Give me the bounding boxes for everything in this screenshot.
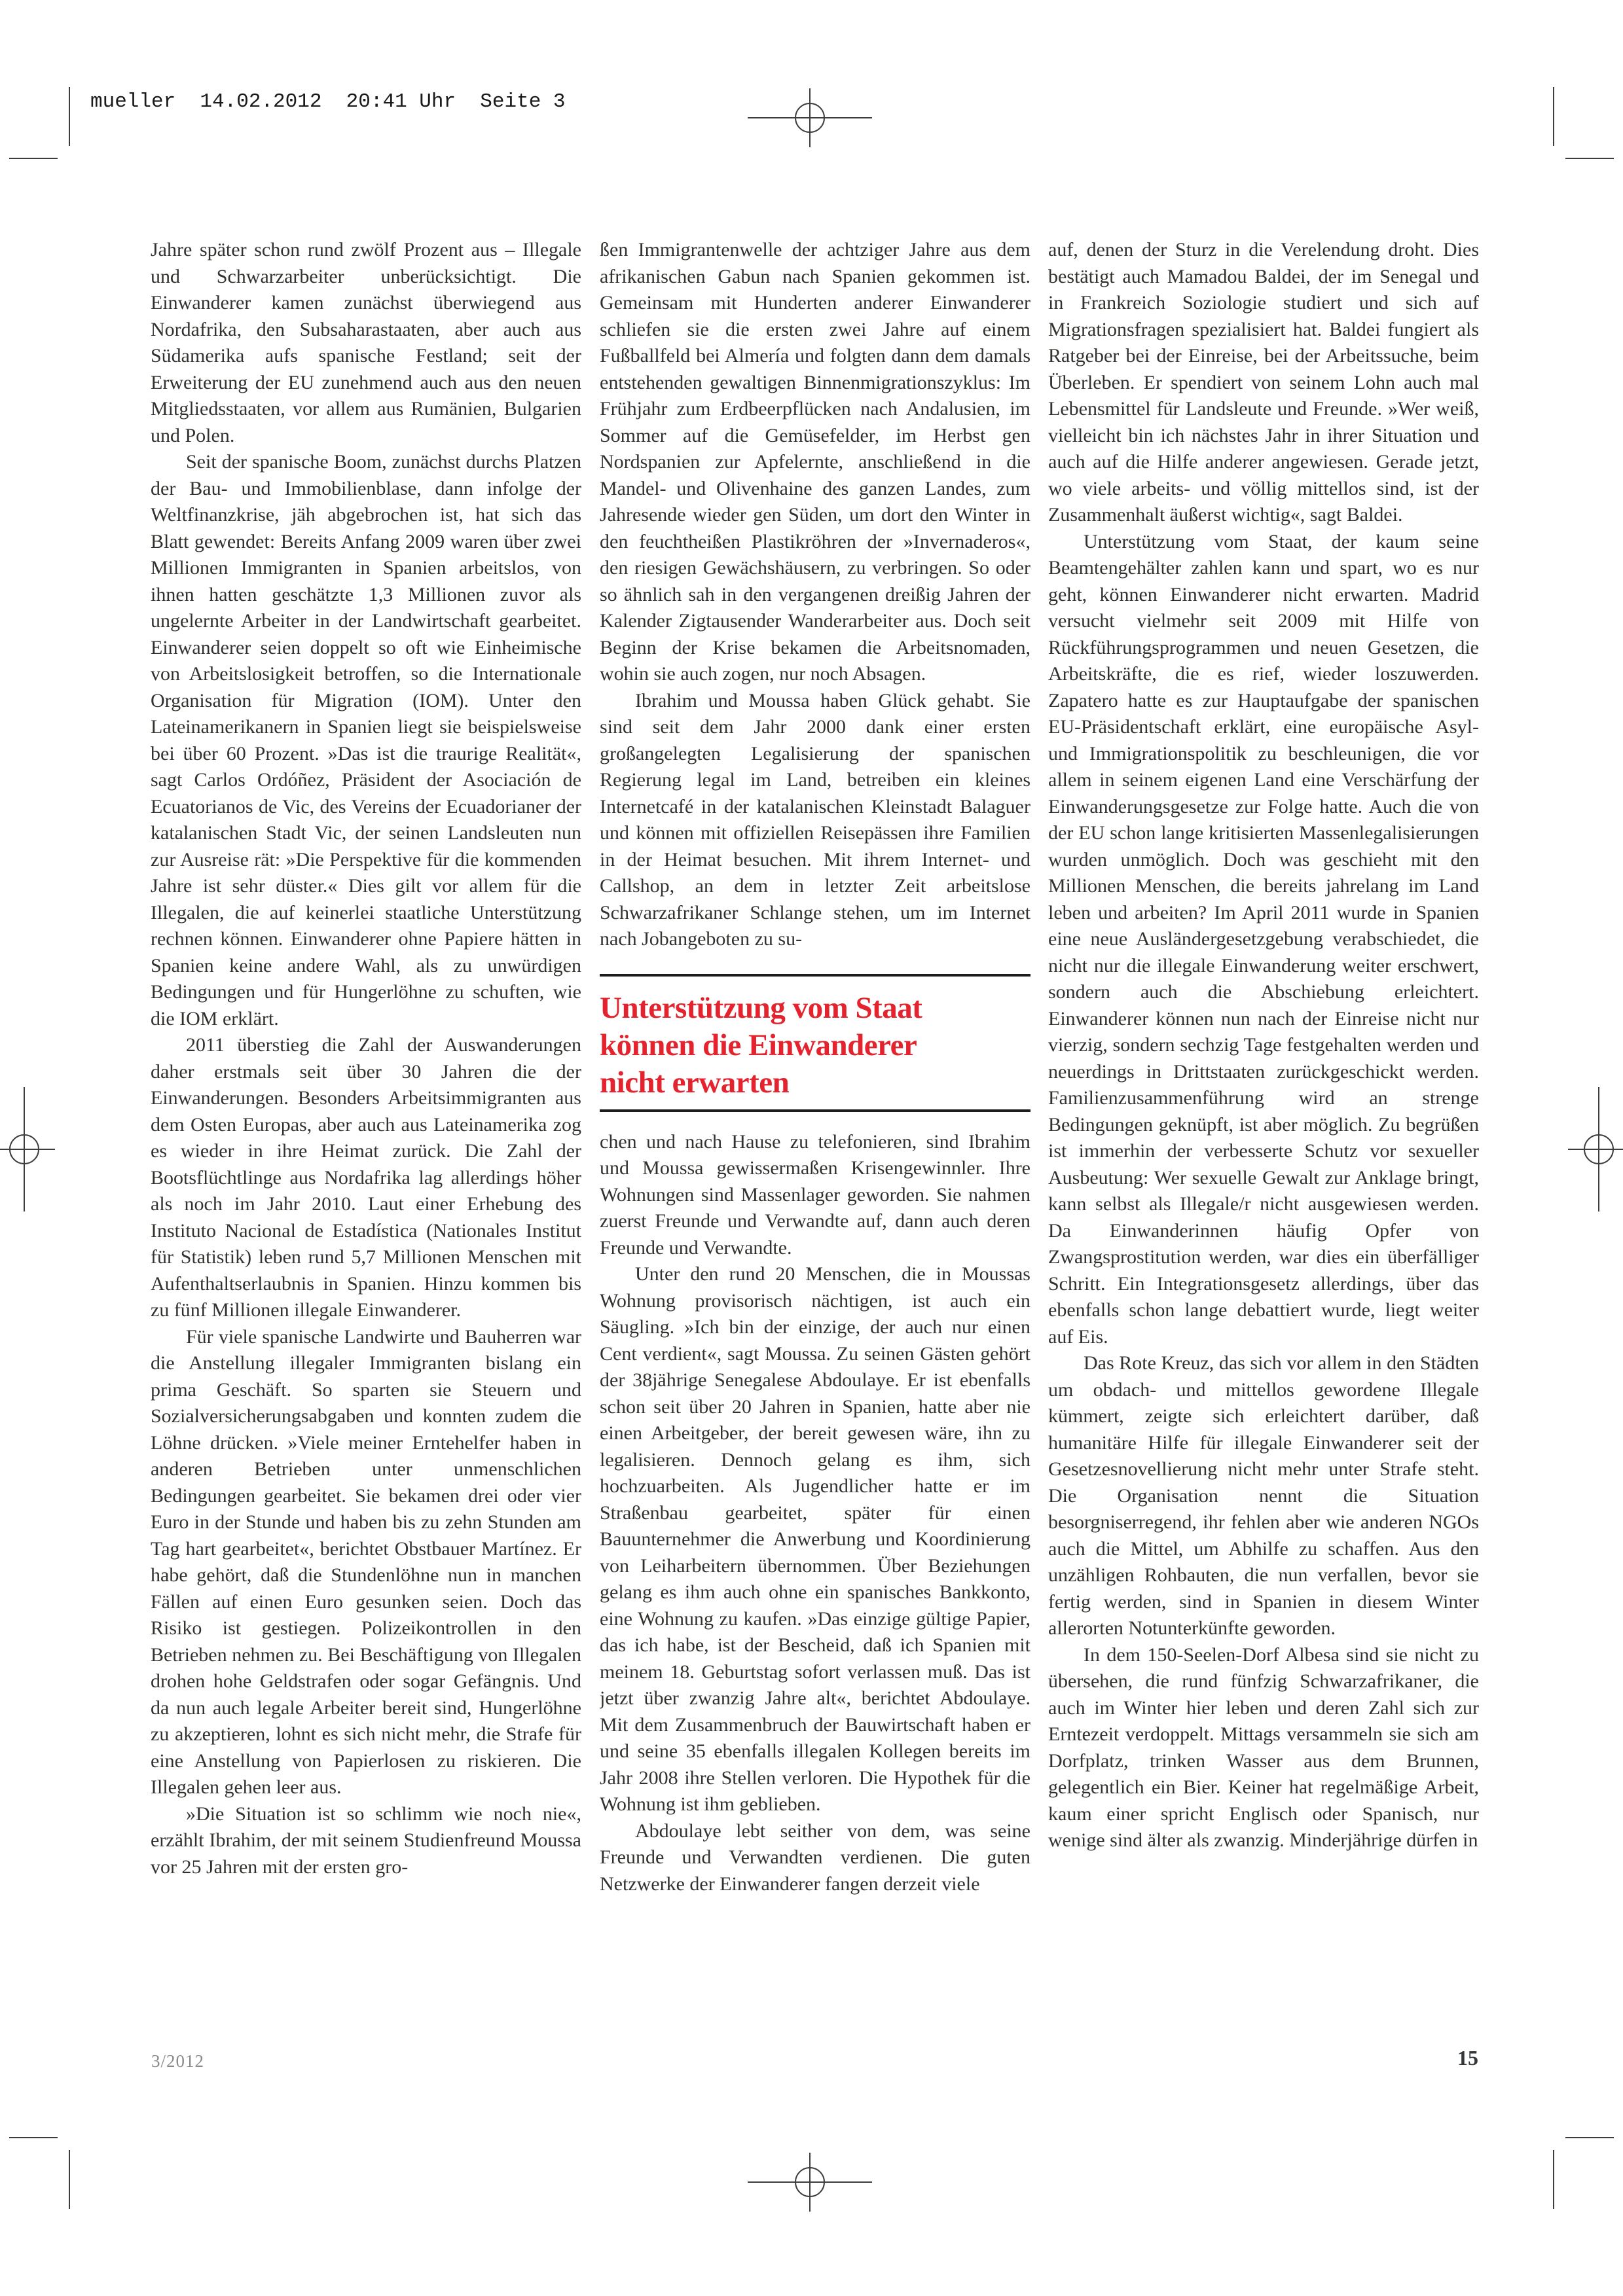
body-paragraph: Unterstützung vom Staat, der kaum seine Beamtengehälter zahlen kann und spart, wo es nur geht, können Einwanderer nicht erwarten. Madrid versucht vielmehr seit 2009 mit Hilfe von Rückführungsprogrammen und neuen Gesetzen, die Arbeitskräfte, die es rief, wieder loszuwerden. Zapatero hatte es zur Hauptaufgabe der spanischen EU-Präsidentschaft erklärt, eine europäische Asyl- und Immigrationspolitik zu beschleunigen, die vor allem in seinem eigenen Land eine Verschärfung der Einwanderungsgesetze zur Folge hatte. Auch die von der EU schon lange kritisierten Massenlegalisierungen wurden unmöglich. Doch was geschieht mit den Millionen Menschen, die bereits jahrelang im Land leben und arbeiten? Im April 2011 wurde in Spanien eine neue Ausländergesetzgebung verabschiedet, die nicht nur die illegale Einwanderung weiter erschwert, sondern auch die Abschiebung erleichtert. Einwanderer können nun nach der Einreise nicht nur vierzig, sondern sechzig Tage festgehalten werden und neuerdings in Drittstaaten zurückgeschickt werden. Familienzusammenführung wird an strenge Bedingungen geknüpft, ist aber möglich. Zu begrüßen ist immerhin der verbesserte Schutz vor sexueller Ausbeutung: Wer sexuelle Gewalt zur Anklage bringt, kann selbst als Illegale/r nicht ausgewiesen werden. Da Einwanderinnen häufig Opfer von Zwangsprostitution werden, war dies ein überfälliger Schritt. Ein Integrationsgesetz allerdings, über das ebenfalls schon lange debattiert wurde, liegt weiter auf Eis. bbox=[1048, 530, 1479, 1348]
body-paragraph: 2011 überstieg die Zahl der Auswanderungen daher erstmals seit über 30 Jahren die der Einwanderungen. Besonders Arbeitsimmigranten aus dem Osten Europas, aber auch aus Lateinamerika zog es wieder in ihre Heimat zurück. Die Zahl der Bootsflüchtlinge aus Nordafrika lag allerdings höher als noch im Jahr 2010. Laut einer Erhebung des Instituto Nacional de Estadística (Nationales Institut für Statistik) leben rund 5,7 Millionen Menschen mit Aufenthaltserlaubnis in Spanien. Hinzu kommen bis zu fünf Millionen illegale Einwanderer. bbox=[151, 1034, 581, 1321]
section-heading bbox=[600, 990, 1030, 1102]
section-heading-line: können die Einwanderer bbox=[600, 1028, 917, 1062]
crop-mark-icon bbox=[9, 158, 58, 159]
section-heading-line: Unterstützung vom Staat bbox=[600, 990, 922, 1025]
body-paragraph: chen und nach Hause zu telefonieren, sind Ibrahim und Moussa gewissermaßen Krisengewinnler. Ihre Wohnungen sind Massenlager geworden. Sie nahmen zuerst Freunde und Verwandte auf, dann auch deren Freunde und Verwandte. bbox=[600, 1130, 1030, 1259]
text-column-1 bbox=[151, 237, 581, 1880]
text-column-2 bbox=[600, 237, 1030, 1897]
crop-mark-icon bbox=[1565, 158, 1614, 159]
heading-rule-bottom bbox=[600, 1109, 1030, 1112]
body-paragraph: In dem 150-Seelen-Dorf Albesa sind sie nicht zu übersehen, die rund fünfzig Schwarzafrikaner, die auch im Winter hier leben und deren Zahl sich zur Erntezeit verdoppelt. Mittags versammeln sie sich am Dorfplatz, trinken Wasser aus dem Brunnen, gelegentlich ein Bier. Keiner hat regelmäßige Arbeit, kaum einer spricht Englisch oder Spanisch, nur wenige sind älter als zwanzig. Minderjährige dürfen in bbox=[1048, 1643, 1479, 1851]
crop-mark-icon bbox=[69, 87, 70, 146]
body-paragraph: Unter den rund 20 Menschen, die in Moussas Wohnung provisorisch nächtigen, ist auch ein Säugling. »Ich bin der einzige, der auch nur einen Cent verdient«, sagt Moussa. Zu seinen Gästen gehört der 38jährige Senegalese Abdoulaye. Er ist ebenfalls schon seit über 20 Jahren in Spanien, hatte aber nie einen Arbeitgeber, der bereit gewesen wäre, ihn zu legalisieren. Dennoch gelang es ihm, sich hochzuarbeiten. Als Jugendlicher hatte er im Straßenbau gearbeitet, später für einen Bauunternehmer die Anwerbung und Koordinierung von Leiharbeitern übernommen. Über Beziehungen gelang es ihm auch ohne ein spanisches Bankkonto, eine Wohnung zu kaufen. »Das einzige gültige Papier, das ich habe, ist der Bescheid, daß ich Spanien mit meinem 18. Geburtstag sofort verlassen muß. Das ist jetzt über zwanzig Jahre alt«, berichtet Abdoulaye. Mit dem Zusammenbruch der Bauwirtschaft haben er und seine 35 ebenfalls illegalen Kollegen bereits im Jahr 2008 ihre Stellen verloren. Die Hypothek für die Wohnung ist ihm geblieben. bbox=[600, 1263, 1030, 1815]
crop-mark-icon bbox=[1553, 87, 1554, 146]
body-paragraph: Abdoulaye lebt seither von dem, was seine Freunde und Verwandten verdienen. Die guten Netzwerke der Einwanderer fangen derzeit viele bbox=[600, 1820, 1030, 1895]
proof-slug-header: mueller 14.02.2012 20:41 Uhr Seite 3 bbox=[90, 90, 566, 113]
heading-rule-top bbox=[600, 974, 1030, 977]
body-paragraph: »Die Situation ist so schlimm wie noch nie«, erzählt Ibrahim, der mit seinem Studienfreund Moussa vor 25 Jahren mit der ersten gro- bbox=[151, 1803, 581, 1878]
body-paragraph: Ibrahim und Moussa haben Glück gehabt. Sie sind seit dem Jahr 2000 dank einer ersten großangelegten Legalisierung der spanischen Regierung legal im Land, betreiben ein kleines Internetcafé in der katalanischen Kleinstadt Balaguer und können mit offiziellen Reisepässen ihre Familien in der Heimat besuchen. Mit ihrem Internet- und Callshop, an dem in letzter Zeit arbeitslose Schwarzafrikaner Schlange stehen, um im Internet nach Jobangeboten zu su- bbox=[600, 689, 1030, 950]
body-paragraph: ßen Immigrantenwelle der achtziger Jahre aus dem afrikanischen Gabun nach Spanien gekommen ist. Gemeinsam mit Hunderten anderer Einwanderer schliefen sie die ersten zwei Jahre auf einem Fußballfeld bei Almería und folgten dann dem damals entstehenden gewaltigen Binnenmigrationszyklus: Im Frühjahr zum Erdbeerpflücken nach Andalusien, im Sommer auf die Gemüsefelder, im Herbst gen Nordspanien zur Apfelernte, anschließend in die Mandel- und Olivenhaine des ganzen Landes, zum Jahresende wieder gen Süden, um dort den Winter in den feuchtheißen Plastikröhren der »Invernaderos«, den riesigen Gewächshäusern, zu verbringen. So oder so ähnlich sah in den vergangenen dreißig Jahren der Kalender Zigtausender Wanderarbeiter aus. Doch seit Beginn der Krise bekamen die Arbeitsnomaden, wohin sie auch zogen, nur noch Absagen. bbox=[600, 239, 1030, 685]
text-column-3 bbox=[1048, 237, 1479, 1854]
crop-mark-icon bbox=[1553, 2150, 1554, 2209]
body-paragraph: auf, denen der Sturz in die Verelendung droht. Dies bestätigt auch Mamadou Baldei, der im Senegal und in Frankreich Soziologie studiert und sich auf Migrationsfragen spezialisiert hat. Baldei fungiert als Ratgeber bei der Einreise, bei der Arbeitssuche, beim Überleben. Er spendiert von seinem Lohn auch mal Lebensmittel für Landsleute und Freunde. »Wer weiß, vielleicht bin ich nächstes Jahr in ihrer Situation und auch auf die Hilfe anderer angewiesen. Gerade jetzt, wo viele arbeits- und völlig mittellos sind, ist der Zusammenhalt äußerst wichtig«, sagt Baldei. bbox=[1048, 239, 1479, 526]
body-paragraph: Seit der spanische Boom, zunächst durchs Platzen der Bau- und Immobilienblase, dann infolge der Weltfinanzkrise, jäh abgebrochen ist, hat sich das Blatt gewendet: Bereits Anfang 2009 waren über zwei Millionen Immigranten in Spanien arbeitslos, von ihnen hatten geschätzte 1,3 Millionen zuvor als ungelernte Arbeiter in der Landwirtschaft gearbeitet. Einwanderer seien doppelt so oft wie Einheimische von Arbeitslosigkeit betroffen, so die Internationale Organisation für Migration (IOM). Unter den Lateinamerikanern in Spanien liegt sie beispielsweise bei über 60 Prozent. »Das ist die traurige Realität«, sagt Carlos Ordóñez, Präsident der Asociación de Ecuatorianos de Vic, des Vereins der Ecuadorianer der katalanischen Stadt Vic, der seinen Landsleuten nun zur Ausreise rät: »Die Perspektive für die kommenden Jahre ist sehr düster.« Dies gilt vor allem für die Illegalen, die auf keinerlei staatliche Unterstützung rechnen können. Einwanderer ohne Papiere hätten in Spanien keine andere Wahl, als zu unwürdigen Bedingungen und für Hungerlöhne zu schuften, wie die IOM erklärt. bbox=[151, 451, 581, 1030]
crop-mark-icon bbox=[9, 2137, 58, 2138]
body-paragraph: Für viele spanische Landwirte und Bauherren war die Anstellung illegaler Immigranten bislang ein prima Geschäft. So sparten sie Steuern und Sozialversicherungsabgaben und konnten zudem die Löhne drücken. »Viele meiner Erntehelfer haben in anderen Betrieben unter unmenschlichen Bedingungen gearbeitet. Sie bekamen drei oder vier Euro in der Stunde und haben bis zu zehn Stunden am Tag hart gearbeitet«, berichtet Obstbauer Martínez. Er habe gehört, daß die Stundenlöhne nun in manchen Fällen auf einen Euro gesunken seien. Doch das Risiko ist gestiegen. Polizeikontrollen in den Betrieben nehmen zu. Bei Beschäftigung von Illegalen drohen hohe Geldstrafen oder sogar Gefängnis. Und da nun auch legale Arbeiter bereit sind, Hungerlöhne zu akzeptieren, lohnt es sich nicht mehr, die Strafe für eine Anstellung von Papierlosen zu riskieren. Die Illegalen gehen leer aus. bbox=[151, 1325, 581, 1798]
footer-issue-number: 3/2012 bbox=[151, 2051, 205, 2071]
body-paragraph: Jahre später schon rund zwölf Prozent aus – Illegale und Schwarzarbeiter unberücksichtigt. Die Einwanderer kamen zunächst überwiegend aus Nordafrika, den Subsaharastaaten, aber auch aus Südamerika aufs spanische Festland; seit der Erweiterung der EU zunehmend auch aus den neuen Mitgliedsstaaten, vor allem aus Rumänien, Bulgarien und Polen. bbox=[151, 239, 581, 446]
crop-mark-icon bbox=[69, 2150, 70, 2209]
crop-mark-icon bbox=[1565, 2137, 1614, 2138]
footer-page-number: 15 bbox=[1457, 2046, 1478, 2070]
body-paragraph: Das Rote Kreuz, das sich vor allem in den Städten um obdach- und mittellos gewordene Illegale kümmert, zeigte sich erleichtert darüber, daß humanitäre Hilfe für illegale Einwanderer seit der Gesetzesnovellierung nicht mehr unter Strafe steht. Die Organisation nennt die Situation besorgniserregend, ihr fehlen aber wie anderen NGOs auch die Mittel, um Abhilfe zu schaffen. Aus den unzähligen Rohbauten, die nun verfallen, bevor sie fertig werden, sind in Spanien in diesem Winter allerorten Notunterkünfte geworden. bbox=[1048, 1352, 1479, 1639]
section-heading-line: nicht erwarten bbox=[600, 1065, 790, 1100]
